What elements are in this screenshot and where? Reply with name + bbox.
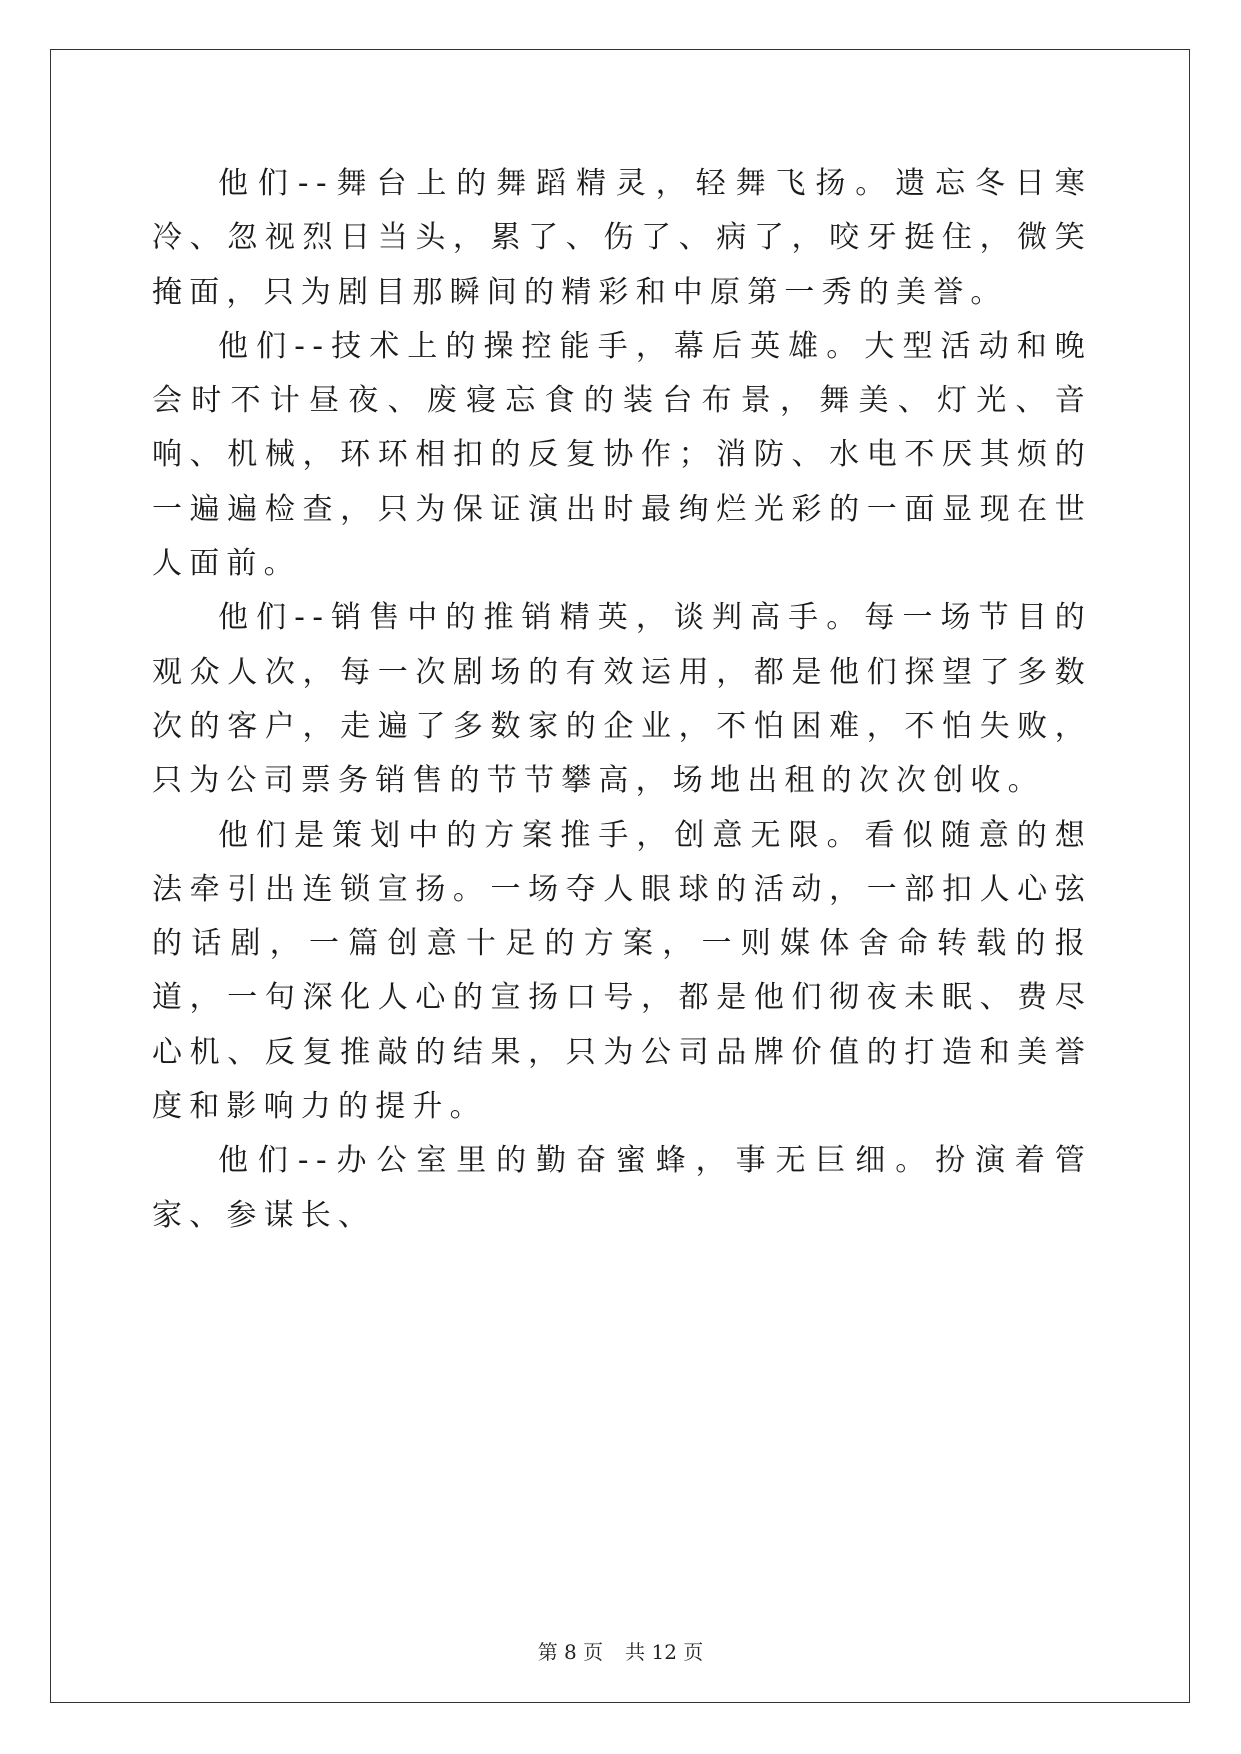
page-footer — [0, 1636, 1241, 1665]
paragraph-office: 他们--办公室里的勤奋蜜蜂，事无巨细。扮演着管家、参谋长、 — [152, 1143, 1092, 1233]
paragraph-technicians: 他们--技术上的操控能手，幕后英雄。大型活动和晚会时不计昼夜、废寝忘食的装台布景，舞美、灯光、音响、机械，环环相扣的反复协作；消防、水电不厌其烦的一遍遍检查，只为保证演出时最绚烂光彩的一面显现在世人面前。 — [152, 328, 1092, 582]
paragraph-sales: 他们--销售中的推销精英，谈判高手。每一场节目的观众人次，每一次剧场的有效运用，都是他们探望了多数次的客户，走遍了多数家的企业，不怕困难，不怕失败，只为公司票务销售的节节攀高，场地出租的次次创收。 — [152, 600, 1092, 799]
paragraph-dancers: 他们--舞台上的舞蹈精灵，轻舞飞扬。遗忘冬日寒冷、忽视烈日当头，累了、伤了、病了，咬牙挺住，微笑掩面，只为剧目那瞬间的精彩和中原第一秀的美誉。 — [152, 166, 1092, 310]
paragraph-planning: 他们是策划中的方案推手，创意无限。看似随意的想法牵引出连锁宣扬。一场夺人眼球的活动，一部扣人心弦的话剧，一篇创意十足的方案，一则媒体舍命转载的报道，一句深化人心的宣扬口号，都是他们彻夜未眠、费尽心机、反复推敲的结果，只为公司品牌价值的打造和美誉度和影响力的提升。 — [152, 817, 1092, 1125]
page-total: 共 12 页 — [625, 1640, 704, 1664]
page-number: 第 8 页 — [537, 1640, 604, 1664]
document-body — [152, 157, 1092, 1243]
